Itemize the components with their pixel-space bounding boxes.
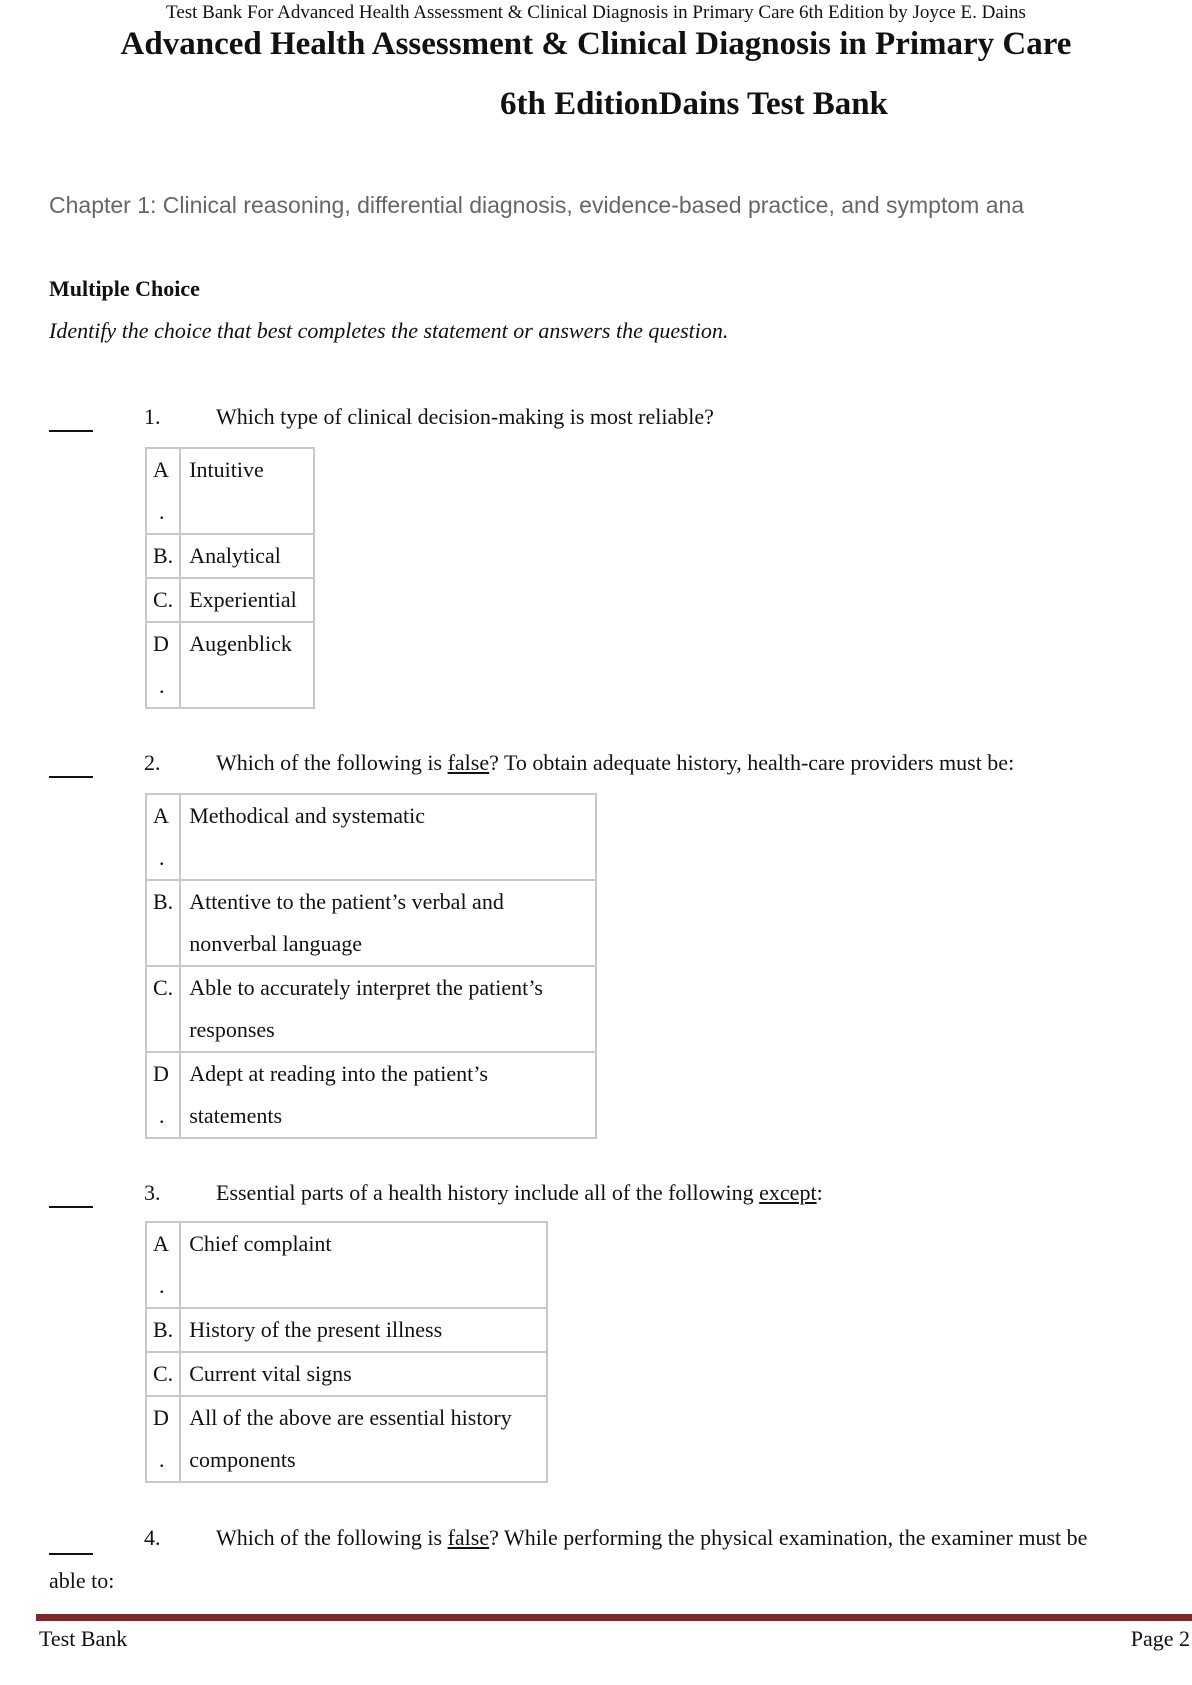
choice-text: Methodical and systematic (180, 794, 596, 880)
question-text: Essential parts of a health history include all of the following except: (216, 1180, 823, 1205)
choice-text: Able to accurately interpret the patient’s responses (180, 966, 596, 1052)
choice-row (146, 966, 596, 1052)
choice-row (146, 1052, 596, 1138)
choice-table-q3 (145, 1221, 548, 1483)
choice-row (146, 448, 314, 534)
choice-letter: C. (146, 578, 180, 622)
choice-row (146, 794, 596, 880)
choice-row (146, 622, 314, 708)
choice-text: Current vital signs (180, 1352, 547, 1396)
question-text-continuation: able to: (49, 1568, 115, 1593)
footer-rule (36, 1614, 1192, 1621)
chapter-heading: Chapter 1: Clinical reasoning, differential diagnosis, evidence-based practice, and symptom ana (49, 192, 1025, 218)
answer-blank (49, 430, 93, 432)
choice-row (146, 534, 314, 578)
emphasis-underline: except (759, 1180, 817, 1205)
choice-letter: D . (146, 1052, 180, 1138)
choice-letter: C. (146, 966, 180, 1052)
choice-text: Augenblick (180, 622, 314, 708)
choice-text: Analytical (180, 534, 314, 578)
choice-row (146, 1352, 547, 1396)
choice-letter: B. (146, 880, 180, 966)
question-text: Which type of clinical decision-making is most reliable? (216, 404, 714, 429)
question-number: 1. (144, 404, 161, 429)
choice-letter: A . (146, 448, 180, 534)
choice-text: Intuitive (180, 448, 314, 534)
choice-row (146, 1396, 547, 1482)
section-instructions: Identify the choice that best completes the statement or answers the question. (49, 318, 729, 343)
question-number: 3. (144, 1180, 161, 1205)
choice-row (146, 1308, 547, 1352)
choice-letter: B. (146, 534, 180, 578)
answer-blank (49, 1553, 93, 1555)
choice-table-q1 (145, 447, 315, 709)
choice-text: History of the present illness (180, 1308, 547, 1352)
question-text: Which of the following is false? To obtain adequate history, health-care providers must be: (216, 750, 1015, 775)
choice-letter: A . (146, 1222, 180, 1308)
choice-letter: C. (146, 1352, 180, 1396)
choice-row (146, 1222, 547, 1308)
choice-letter: A . (146, 794, 180, 880)
emphasis-underline: false (447, 1525, 490, 1550)
choice-text: Experiential (180, 578, 314, 622)
page-number: Page 2 (1130, 1626, 1190, 1651)
choice-letter: D . (146, 1396, 180, 1482)
document-title: Advanced Health Assessment & Clinical Diagnosis in Primary Care (120, 26, 1072, 62)
choice-row (146, 578, 314, 622)
choice-letter: D . (146, 622, 180, 708)
question-number: 4. (144, 1525, 161, 1550)
choice-table-q2 (145, 793, 597, 1139)
answer-blank (49, 1206, 93, 1208)
section-heading: Multiple Choice (49, 276, 200, 301)
question-text: Which of the following is false? While performing the physical examination, the examiner must be (216, 1525, 1088, 1550)
answer-blank (49, 776, 93, 778)
footer-label: Test Bank (39, 1626, 128, 1651)
choice-text: All of the above are essential history components (180, 1396, 547, 1482)
emphasis-underline: false (447, 750, 490, 775)
choice-text: Attentive to the patient’s verbal and nonverbal language (180, 880, 596, 966)
choice-text: Chief complaint (180, 1222, 547, 1308)
choice-text: Adept at reading into the patient’s statements (180, 1052, 596, 1138)
document-subtitle: 6th EditionDains Test Bank (500, 86, 888, 122)
choice-row (146, 880, 596, 966)
question-number: 2. (144, 750, 161, 775)
running-header: Test Bank For Advanced Health Assessment & Clinical Diagnosis in Primary Care 6th Edition by Joyce E. Dains (166, 2, 1026, 23)
choice-letter: B. (146, 1308, 180, 1352)
